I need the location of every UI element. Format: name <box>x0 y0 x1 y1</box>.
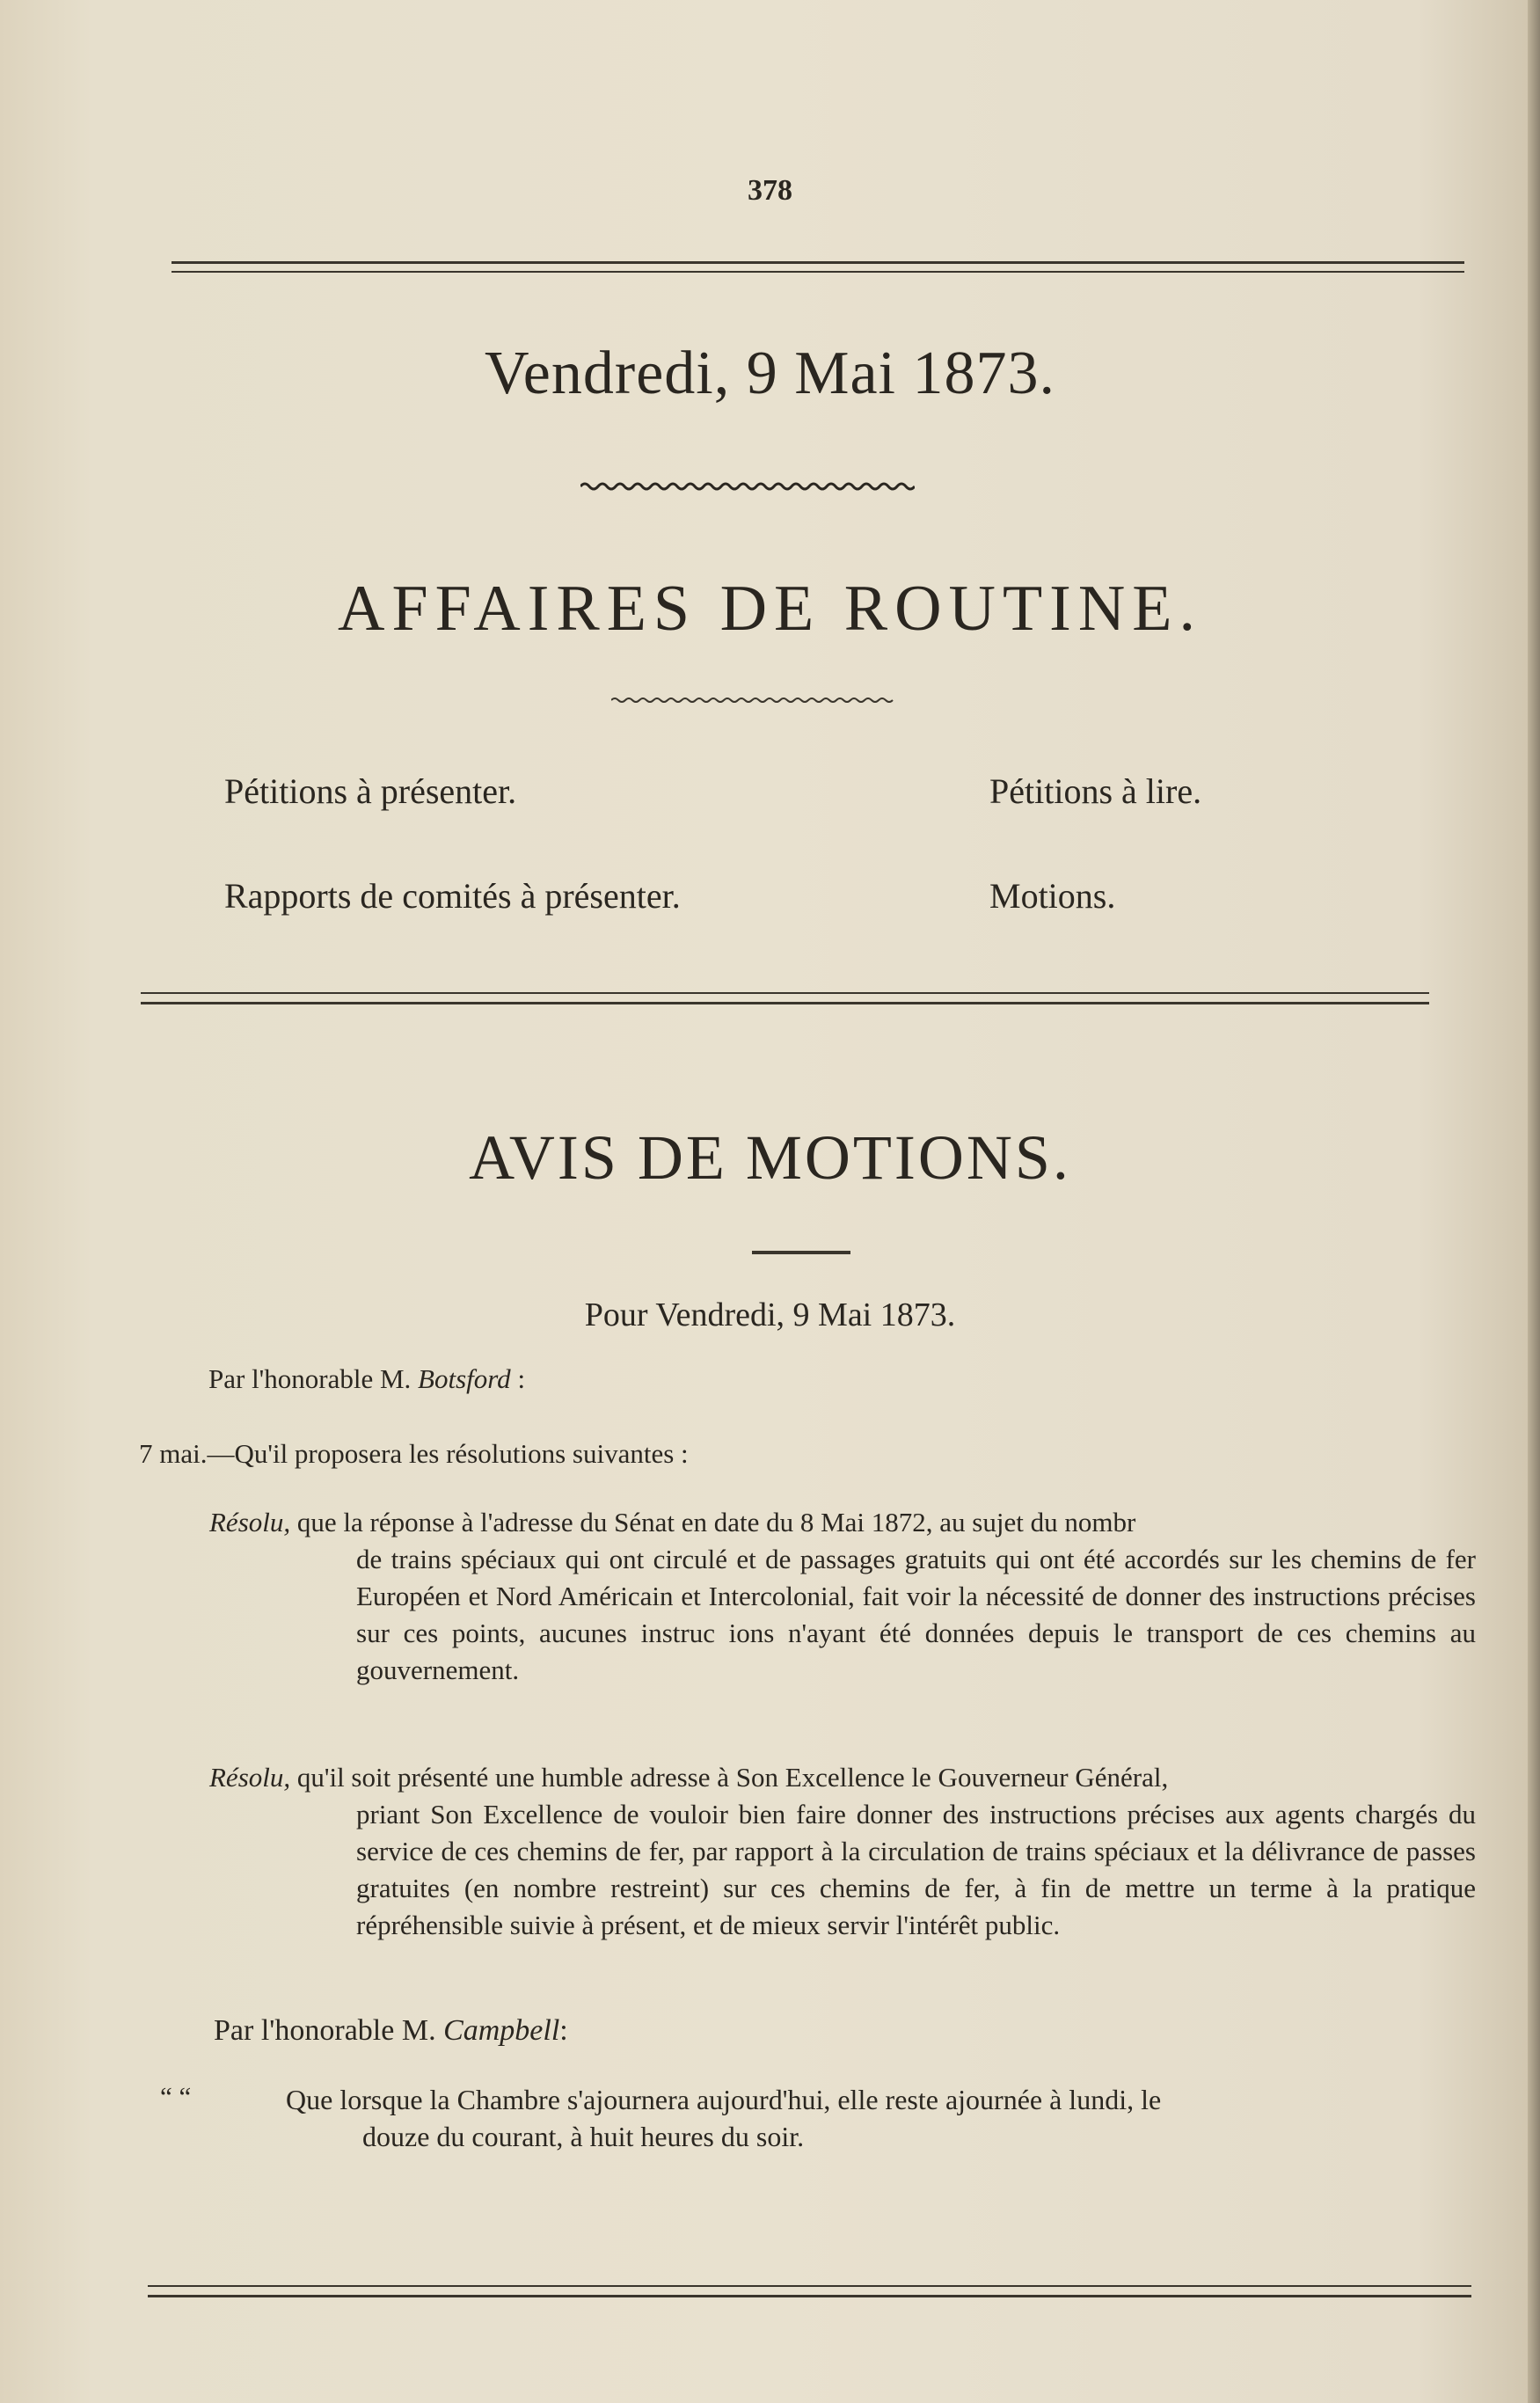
top-rule-upper <box>172 261 1464 264</box>
wavy-divider-1 <box>580 479 915 493</box>
middle-rule-lower <box>141 1002 1429 1004</box>
item-petitions-lire: Pétitions à lire. <box>989 771 1202 811</box>
motion1-date: 7 mai.—Qu'il proposera les résolutions suivantes : <box>139 1438 689 1469</box>
bottom-rule-lower <box>148 2295 1471 2297</box>
motion1-resolution1 <box>209 1504 1476 1541</box>
motion1-resolution2 <box>209 1759 1476 1796</box>
avis-subheading: Pour Vendredi, 9 Mai 1873. <box>584 1296 956 1333</box>
motion1-by-suffix: : <box>510 1363 526 1394</box>
res2-text-first: qu'il soit présenté une humble adresse à Son Excellence le Gouverneur Général, <box>296 1762 1169 1793</box>
item-motions: Motions. <box>989 876 1116 916</box>
avis-title: AVIS DE MOTIONS. <box>469 1122 1071 1193</box>
motion1-by-prefix: Par l'honorable M. <box>208 1363 412 1394</box>
date-heading: Vendredi, 9 Mai 1873. <box>485 340 1055 407</box>
res1-text-first: que la réponse à l'adresse du Sénat en date du 8 Mai 1872, au sujet du nombr <box>296 1507 1136 1537</box>
res1-label: Résolu, <box>209 1507 291 1537</box>
motion2-by-name: Campbell <box>443 2014 560 2047</box>
bottom-rule-upper <box>148 2285 1471 2287</box>
routine-title: AFFAIRES DE ROUTINE. <box>338 573 1202 645</box>
res2-text-rest: priant Son Excellence de vouloir bien faire donner des instructions précises aux agents chargés du service de ces chemins de fer, par rapport à la circulation de trains spéciaux et la délivrance de passes gratuites (en nombre restreint) sur ces chemins de fer, à fin de mettre un terme à la pratique répréhensible suivie à présent, et de mieux servir l'intérêt public. <box>356 1799 1476 1940</box>
page-number: 378 <box>748 174 792 207</box>
motion2-by <box>214 2014 568 2048</box>
res2-label: Résolu, <box>209 1762 291 1793</box>
motion2-text-first: Que lorsque la Chambre s'ajournera aujourd'hui, elle reste ajournée à lundi, le <box>286 2084 1162 2115</box>
middle-rule-upper <box>141 992 1429 994</box>
motion2-by-suffix: : <box>559 2014 568 2047</box>
item-rapports: Rapports de comités à présenter. <box>224 876 681 916</box>
res1-text-rest: de trains spéciaux qui ont circulé et de passages gratuits qui ont été accordés sur les chemins de fer Européen et Nord Américain et Intercolonial, fait voir la nécessité de donner des instructions précises sur ces points, aucunes instruc ions n'ayant été données depuis le transport de ces chemins au gouvernement. <box>356 1544 1476 1685</box>
short-rule <box>752 1251 850 1254</box>
motion1-by-name: Botsford <box>418 1363 511 1394</box>
motion1-by <box>208 1363 525 1395</box>
wavy-divider-2 <box>611 695 897 705</box>
top-rule-lower <box>172 271 1464 273</box>
motion2-by-prefix: Par l'honorable M. <box>214 2014 436 2047</box>
motion2-ditto: “ “ <box>160 2081 192 2112</box>
motion2-text-rest: douze du courant, à huit heures du soir. <box>362 2121 805 2152</box>
item-petitions-presenter: Pétitions à présenter. <box>224 771 517 811</box>
